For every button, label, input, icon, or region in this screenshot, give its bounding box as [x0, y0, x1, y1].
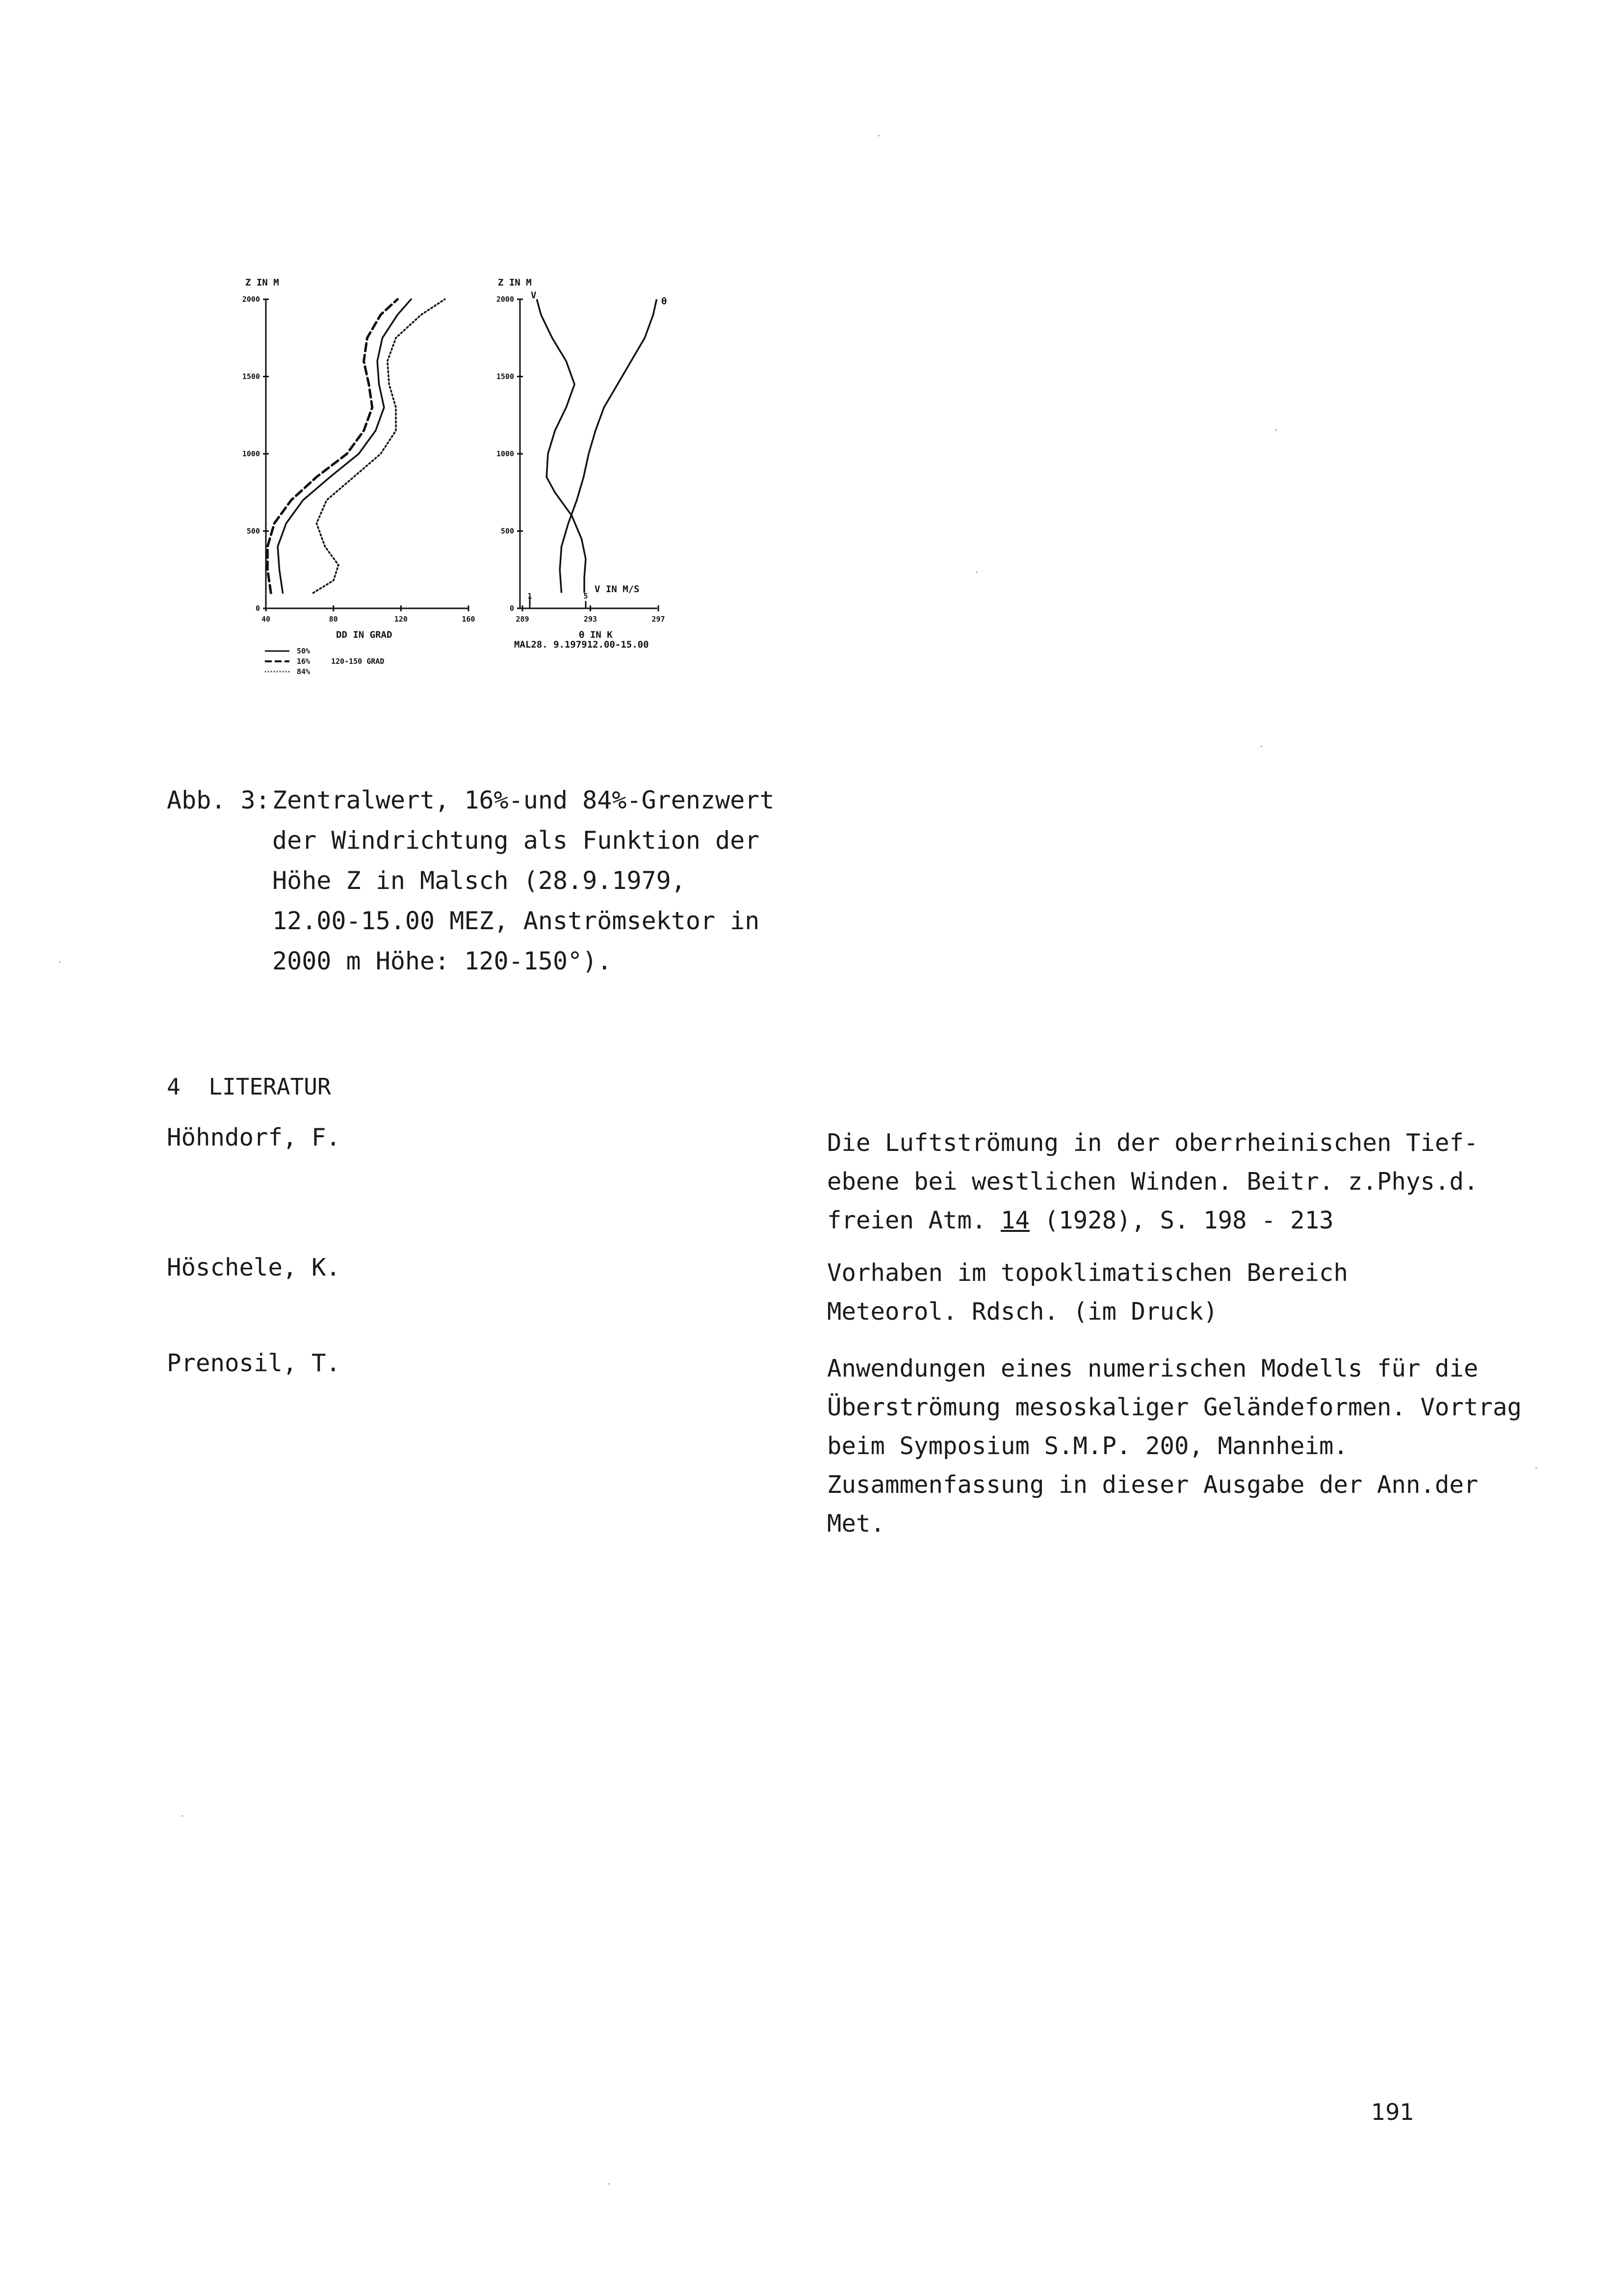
reference-text — [827, 1349, 1522, 1543]
left-y-tick-label: 2000 — [242, 295, 260, 304]
right-y-tick-label: 0 — [509, 604, 514, 613]
right-x-axis-label: θ IN K — [579, 629, 613, 640]
scan-speck — [878, 135, 880, 136]
legend-label-16: 16% — [297, 657, 311, 666]
reference-line: Überströmung mesoskaliger Geländeformen. Vortrag — [827, 1393, 1522, 1421]
scan-speck — [1275, 429, 1277, 431]
right-footer: MAL28. 9.197912.00-15.00 — [514, 639, 649, 650]
reference-author: Höschele, K. — [167, 1253, 341, 1281]
legend-label-50: 50% — [297, 647, 311, 655]
caption-line: 2000 m Höhe: 120-150°). — [272, 947, 612, 975]
caption-line: der Windrichtung als Funktion der — [272, 826, 760, 855]
left-x-axis-label: DD IN GRAD — [336, 629, 392, 640]
right-y-tick-label: 500 — [500, 526, 514, 536]
figure-3 — [235, 275, 726, 694]
left-x-tick-label: 80 — [329, 615, 338, 624]
right-x-tick-label: 293 — [583, 615, 597, 624]
caption-line: Höhe Z in Malsch (28.9.1979, — [272, 866, 686, 895]
left-y-tick-label: 500 — [246, 526, 260, 536]
series-line-theta — [560, 299, 656, 593]
caption-line: Zentralwert, 16%-und 84%-Grenzwert — [272, 786, 775, 814]
right-y-axis-label: Z IN M — [498, 277, 532, 288]
reference-text — [827, 1123, 1478, 1240]
curve-label-v: V — [531, 290, 537, 301]
caption-lead: Abb. 3: — [167, 786, 270, 814]
left-series-group — [267, 299, 444, 593]
series-line-16pct — [267, 299, 397, 593]
right-y-ticks — [496, 295, 523, 613]
reference-line: Anwendungen eines numerischen Modells für die — [827, 1355, 1478, 1383]
scan-speck — [182, 1815, 183, 1817]
left-x-tick-label: 160 — [462, 615, 475, 624]
left-y-tick-label: 1500 — [242, 372, 260, 381]
section-heading — [167, 1073, 331, 1100]
right-y-tick-label: 1000 — [496, 449, 514, 458]
caption-body — [272, 780, 775, 981]
reference-author: Höhndorf, F. — [167, 1123, 341, 1151]
scan-speck — [1261, 746, 1262, 747]
scan-speck — [59, 962, 60, 963]
page-number: 191 — [1371, 2099, 1414, 2125]
left-chart — [242, 277, 475, 676]
left-legend — [265, 647, 384, 676]
right-series-group — [537, 299, 656, 593]
scan-speck — [1535, 1467, 1537, 1468]
volume-number: 14 — [1001, 1206, 1030, 1234]
right-x-tick-label: 297 — [651, 615, 665, 624]
right-v-ticks — [527, 592, 588, 608]
right-v-axis-label: V IN M/S — [595, 584, 640, 595]
left-y-tick-label: 0 — [255, 604, 260, 613]
left-y-ticks — [242, 295, 269, 613]
left-y-tick-label: 1000 — [242, 449, 260, 458]
reference-text — [827, 1253, 1348, 1331]
left-y-axis-label: Z IN M — [245, 277, 279, 288]
reference-fragment: (1928), S. 198 - 213 — [1044, 1206, 1334, 1234]
legend-label-84: 84% — [297, 667, 311, 676]
right-y-tick-label: 2000 — [496, 295, 514, 304]
right-chart — [496, 277, 667, 650]
figure-3-svg — [235, 275, 726, 692]
reference-line — [827, 1201, 1478, 1240]
reference-line: ebene bei westlichen Winden. Beitr. z.Phys.d. — [827, 1168, 1478, 1196]
reference-fragment: freien Atm. — [827, 1206, 986, 1234]
scan-speck — [976, 572, 978, 573]
right-y-tick-label: 1500 — [496, 372, 514, 381]
scan-speck — [608, 2183, 610, 2185]
right-v-tick-label: 1 — [527, 592, 532, 600]
right-x-tick-label: 289 — [516, 615, 529, 624]
caption-line: 12.00-15.00 MEZ, Anströmsektor in — [272, 907, 760, 935]
left-x-tick-label: 120 — [394, 615, 408, 624]
curve-label-theta: θ — [661, 296, 667, 307]
reference-line: Vorhaben im topoklimatischen Bereich — [827, 1259, 1349, 1287]
series-line-84pct — [313, 299, 444, 593]
legend-note: 120-150 GRAD — [331, 657, 385, 666]
series-line-50pct — [278, 299, 411, 593]
left-x-tick-label: 40 — [261, 615, 271, 624]
section-number: 4 — [167, 1073, 181, 1100]
reference-line: Zusammenfassung in dieser Ausgabe der Ann.der — [827, 1471, 1478, 1499]
reference-line: Meteorol. Rdsch. (im Druck) — [827, 1298, 1218, 1326]
section-title: LITERATUR — [208, 1073, 331, 1100]
reference-line: beim Symposium S.M.P. 200, Mannheim. — [827, 1432, 1349, 1460]
reference-author: Prenosil, T. — [167, 1349, 341, 1377]
reference-line: Die Luftströmung in der oberrheinischen Tief- — [827, 1129, 1478, 1157]
right-v-tick-label: 5 — [583, 592, 588, 600]
reference-line: Met. — [827, 1510, 885, 1538]
